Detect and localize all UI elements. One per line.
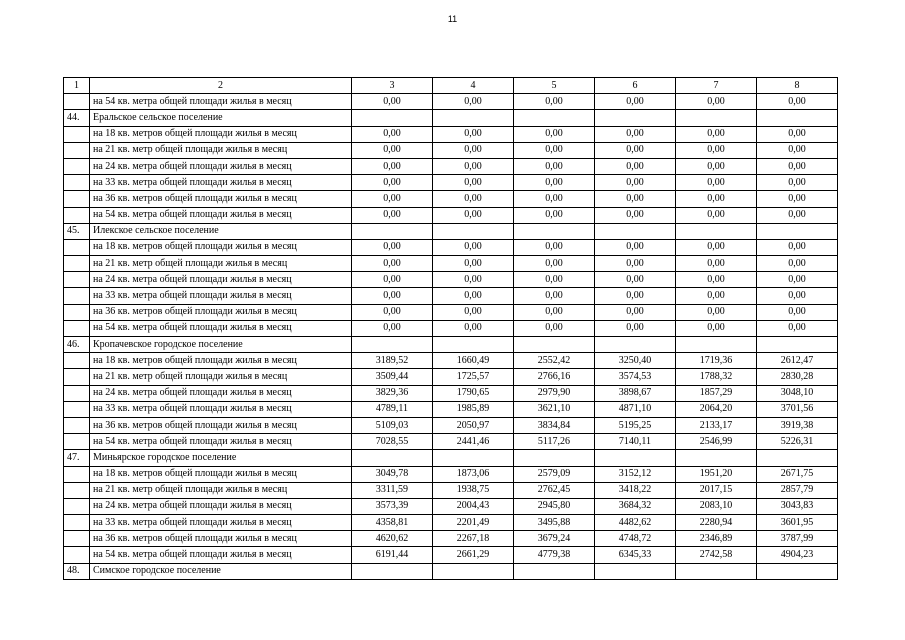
- value-cell: [595, 337, 676, 353]
- value-cell: 0,00: [433, 158, 514, 174]
- value-cell: 0,00: [595, 94, 676, 110]
- value-cell: 0,00: [676, 239, 757, 255]
- section-row: [64, 563, 838, 579]
- value-cell: 0,00: [757, 256, 838, 272]
- table-row: [64, 158, 838, 174]
- value-cell: [433, 337, 514, 353]
- row-label-cell: на 21 кв. метр общей площади жилья в месяц: [90, 369, 352, 385]
- table-row: [64, 191, 838, 207]
- header-cell: 2: [90, 78, 352, 94]
- header-cell: 1: [64, 78, 90, 94]
- value-cell: 0,00: [352, 239, 433, 255]
- row-label-cell: на 54 кв. метра общей площади жилья в месяц: [90, 434, 352, 450]
- value-cell: 1938,75: [433, 482, 514, 498]
- value-cell: 0,00: [352, 126, 433, 142]
- value-cell: 4779,38: [514, 547, 595, 563]
- row-number-cell: [64, 385, 90, 401]
- value-cell: 0,00: [595, 256, 676, 272]
- row-number-cell: 47.: [64, 450, 90, 466]
- value-cell: 0,00: [433, 207, 514, 223]
- value-cell: 0,00: [514, 94, 595, 110]
- value-cell: 0,00: [676, 207, 757, 223]
- section-row: [64, 110, 838, 126]
- value-cell: 1790,65: [433, 385, 514, 401]
- value-cell: 0,00: [433, 175, 514, 191]
- value-cell: 0,00: [676, 94, 757, 110]
- row-label-cell: на 24 кв. метра общей площади жилья в месяц: [90, 272, 352, 288]
- value-cell: 0,00: [676, 288, 757, 304]
- table-row: [64, 434, 838, 450]
- row-number-cell: [64, 256, 90, 272]
- value-cell: 3787,99: [757, 531, 838, 547]
- value-cell: 0,00: [514, 272, 595, 288]
- value-cell: [595, 110, 676, 126]
- value-cell: 3311,59: [352, 482, 433, 498]
- value-cell: 3621,10: [514, 401, 595, 417]
- value-cell: 3573,39: [352, 498, 433, 514]
- value-cell: 2671,75: [757, 466, 838, 482]
- value-cell: 2742,58: [676, 547, 757, 563]
- value-cell: 6191,44: [352, 547, 433, 563]
- table-body: [64, 78, 838, 580]
- value-cell: 2133,17: [676, 417, 757, 433]
- value-cell: 4871,10: [595, 401, 676, 417]
- value-cell: [514, 110, 595, 126]
- section-row: [64, 223, 838, 239]
- table-row: [64, 239, 838, 255]
- value-cell: 3049,78: [352, 466, 433, 482]
- value-cell: 2280,94: [676, 515, 757, 531]
- row-label-cell: на 54 кв. метра общей площади жилья в месяц: [90, 207, 352, 223]
- table-row: [64, 175, 838, 191]
- value-cell: 3601,95: [757, 515, 838, 531]
- value-cell: 0,00: [595, 191, 676, 207]
- value-cell: 4358,81: [352, 515, 433, 531]
- value-cell: 0,00: [757, 288, 838, 304]
- value-cell: 5117,26: [514, 434, 595, 450]
- row-label-cell: на 33 кв. метра общей площади жилья в месяц: [90, 515, 352, 531]
- value-cell: 3679,24: [514, 531, 595, 547]
- value-cell: 0,00: [514, 207, 595, 223]
- value-cell: 2201,49: [433, 515, 514, 531]
- value-cell: 0,00: [514, 239, 595, 255]
- value-cell: 1873,06: [433, 466, 514, 482]
- row-number-cell: [64, 417, 90, 433]
- value-cell: [595, 563, 676, 579]
- value-cell: 0,00: [757, 175, 838, 191]
- row-label-cell: на 24 кв. метра общей площади жилья в месяц: [90, 498, 352, 514]
- value-cell: 0,00: [757, 191, 838, 207]
- row-number-cell: [64, 401, 90, 417]
- table-row: [64, 369, 838, 385]
- row-number-cell: [64, 515, 90, 531]
- value-cell: 2017,15: [676, 482, 757, 498]
- value-cell: 0,00: [514, 126, 595, 142]
- value-cell: 2267,18: [433, 531, 514, 547]
- table-row: [64, 304, 838, 320]
- row-number-cell: 48.: [64, 563, 90, 579]
- value-cell: 1857,29: [676, 385, 757, 401]
- value-cell: 0,00: [757, 207, 838, 223]
- value-cell: 4620,62: [352, 531, 433, 547]
- value-cell: 0,00: [757, 320, 838, 336]
- value-cell: 3834,84: [514, 417, 595, 433]
- row-number-cell: [64, 175, 90, 191]
- value-cell: 2083,10: [676, 498, 757, 514]
- row-number-cell: 44.: [64, 110, 90, 126]
- section-row: [64, 450, 838, 466]
- table-row: [64, 531, 838, 547]
- row-label-cell: на 36 кв. метров общей площади жилья в месяц: [90, 417, 352, 433]
- value-cell: 0,00: [595, 272, 676, 288]
- header-cell: 3: [352, 78, 433, 94]
- tariff-table: [63, 77, 838, 580]
- value-cell: 0,00: [676, 175, 757, 191]
- value-cell: [757, 563, 838, 579]
- value-cell: 4748,72: [595, 531, 676, 547]
- value-cell: 2766,16: [514, 369, 595, 385]
- row-label-cell: на 21 кв. метр общей площади жилья в месяц: [90, 256, 352, 272]
- value-cell: 0,00: [676, 304, 757, 320]
- value-cell: 2612,47: [757, 353, 838, 369]
- row-label-cell: на 18 кв. метров общей площади жилья в месяц: [90, 353, 352, 369]
- value-cell: [676, 223, 757, 239]
- row-number-cell: 46.: [64, 337, 90, 353]
- value-cell: 0,00: [676, 320, 757, 336]
- row-label-cell: на 24 кв. метра общей площади жилья в месяц: [90, 385, 352, 401]
- table-row: [64, 353, 838, 369]
- value-cell: 0,00: [595, 142, 676, 158]
- value-cell: [676, 563, 757, 579]
- table-row: [64, 401, 838, 417]
- value-cell: 0,00: [433, 256, 514, 272]
- value-cell: [676, 450, 757, 466]
- table-header-row: [64, 78, 838, 94]
- value-cell: 3509,44: [352, 369, 433, 385]
- value-cell: 5226,31: [757, 434, 838, 450]
- value-cell: 2857,79: [757, 482, 838, 498]
- table-row: [64, 126, 838, 142]
- table-row: [64, 320, 838, 336]
- value-cell: 2945,80: [514, 498, 595, 514]
- row-label-cell: на 36 кв. метров общей площади жилья в месяц: [90, 531, 352, 547]
- value-cell: 0,00: [676, 126, 757, 142]
- value-cell: 4482,62: [595, 515, 676, 531]
- value-cell: 2830,28: [757, 369, 838, 385]
- section-name-cell: Илекское сельское поселение: [90, 223, 352, 239]
- value-cell: [352, 563, 433, 579]
- section-name-cell: Еральское сельское поселение: [90, 110, 352, 126]
- table-row: [64, 466, 838, 482]
- value-cell: 0,00: [514, 142, 595, 158]
- value-cell: 3152,12: [595, 466, 676, 482]
- value-cell: [352, 223, 433, 239]
- value-cell: 0,00: [595, 288, 676, 304]
- value-cell: 0,00: [352, 142, 433, 158]
- value-cell: 0,00: [352, 272, 433, 288]
- table-row: [64, 272, 838, 288]
- value-cell: 0,00: [676, 256, 757, 272]
- value-cell: [676, 110, 757, 126]
- row-number-cell: [64, 434, 90, 450]
- value-cell: 0,00: [757, 94, 838, 110]
- value-cell: 0,00: [676, 158, 757, 174]
- section-row: [64, 337, 838, 353]
- value-cell: 2441,46: [433, 434, 514, 450]
- value-cell: 2064,20: [676, 401, 757, 417]
- header-cell: 4: [433, 78, 514, 94]
- value-cell: 3043,83: [757, 498, 838, 514]
- value-cell: [433, 110, 514, 126]
- value-cell: 2579,09: [514, 466, 595, 482]
- value-cell: 1788,32: [676, 369, 757, 385]
- value-cell: 0,00: [595, 207, 676, 223]
- value-cell: [676, 337, 757, 353]
- value-cell: 0,00: [433, 191, 514, 207]
- value-cell: 2552,42: [514, 353, 595, 369]
- value-cell: 0,00: [757, 272, 838, 288]
- value-cell: [433, 450, 514, 466]
- value-cell: 3048,10: [757, 385, 838, 401]
- row-label-cell: на 18 кв. метров общей площади жилья в месяц: [90, 126, 352, 142]
- header-cell: 7: [676, 78, 757, 94]
- header-cell: 8: [757, 78, 838, 94]
- row-number-cell: [64, 320, 90, 336]
- row-number-cell: [64, 531, 90, 547]
- value-cell: [514, 450, 595, 466]
- value-cell: 5109,03: [352, 417, 433, 433]
- value-cell: 6345,33: [595, 547, 676, 563]
- table-row: [64, 256, 838, 272]
- value-cell: 0,00: [595, 175, 676, 191]
- row-number-cell: [64, 369, 90, 385]
- value-cell: 0,00: [433, 126, 514, 142]
- row-number-cell: [64, 498, 90, 514]
- row-label-cell: на 36 кв. метров общей площади жилья в месяц: [90, 191, 352, 207]
- row-label-cell: на 33 кв. метра общей площади жилья в месяц: [90, 175, 352, 191]
- value-cell: 0,00: [757, 142, 838, 158]
- row-number-cell: [64, 288, 90, 304]
- value-cell: [514, 223, 595, 239]
- row-number-cell: [64, 304, 90, 320]
- value-cell: 7028,55: [352, 434, 433, 450]
- value-cell: [352, 337, 433, 353]
- table-row: [64, 94, 838, 110]
- value-cell: 0,00: [676, 142, 757, 158]
- value-cell: 0,00: [757, 304, 838, 320]
- value-cell: 0,00: [757, 126, 838, 142]
- row-number-cell: [64, 191, 90, 207]
- value-cell: 0,00: [676, 191, 757, 207]
- row-label-cell: на 33 кв. метра общей площади жилья в месяц: [90, 401, 352, 417]
- value-cell: 3250,40: [595, 353, 676, 369]
- value-cell: [352, 110, 433, 126]
- row-number-cell: [64, 94, 90, 110]
- row-label-cell: на 21 кв. метр общей площади жилья в месяц: [90, 142, 352, 158]
- row-number-cell: [64, 239, 90, 255]
- value-cell: 2004,43: [433, 498, 514, 514]
- row-label-cell: на 54 кв. метра общей площади жилья в месяц: [90, 547, 352, 563]
- row-number-cell: [64, 126, 90, 142]
- section-name-cell: Симское городское поселение: [90, 563, 352, 579]
- value-cell: 3919,38: [757, 417, 838, 433]
- section-name-cell: Кропачевское городское поселение: [90, 337, 352, 353]
- value-cell: 1719,36: [676, 353, 757, 369]
- value-cell: 0,00: [676, 272, 757, 288]
- header-cell: 5: [514, 78, 595, 94]
- value-cell: 3684,32: [595, 498, 676, 514]
- row-number-cell: [64, 207, 90, 223]
- value-cell: 7140,11: [595, 434, 676, 450]
- value-cell: 0,00: [514, 256, 595, 272]
- table-row: [64, 498, 838, 514]
- value-cell: 4904,23: [757, 547, 838, 563]
- header-cell: 6: [595, 78, 676, 94]
- value-cell: 0,00: [595, 126, 676, 142]
- value-cell: 2979,90: [514, 385, 595, 401]
- value-cell: 0,00: [757, 158, 838, 174]
- row-number-cell: [64, 466, 90, 482]
- value-cell: 1660,49: [433, 353, 514, 369]
- value-cell: 5195,25: [595, 417, 676, 433]
- value-cell: 0,00: [433, 272, 514, 288]
- value-cell: 0,00: [352, 304, 433, 320]
- value-cell: 0,00: [433, 239, 514, 255]
- value-cell: 0,00: [514, 288, 595, 304]
- value-cell: [757, 110, 838, 126]
- value-cell: 0,00: [514, 320, 595, 336]
- value-cell: 0,00: [595, 304, 676, 320]
- value-cell: 3495,88: [514, 515, 595, 531]
- table-row: [64, 288, 838, 304]
- value-cell: 0,00: [595, 239, 676, 255]
- value-cell: 3829,36: [352, 385, 433, 401]
- value-cell: 0,00: [514, 191, 595, 207]
- value-cell: 3701,56: [757, 401, 838, 417]
- row-number-cell: [64, 142, 90, 158]
- value-cell: 2346,89: [676, 531, 757, 547]
- section-name-cell: Миньярское городское поселение: [90, 450, 352, 466]
- value-cell: 0,00: [433, 320, 514, 336]
- value-cell: 3418,22: [595, 482, 676, 498]
- value-cell: [514, 563, 595, 579]
- row-label-cell: на 36 кв. метров общей площади жилья в месяц: [90, 304, 352, 320]
- row-label-cell: на 21 кв. метр общей площади жилья в месяц: [90, 482, 352, 498]
- row-label-cell: на 54 кв. метра общей площади жилья в месяц: [90, 94, 352, 110]
- value-cell: [352, 450, 433, 466]
- value-cell: 0,00: [352, 207, 433, 223]
- value-cell: 0,00: [352, 256, 433, 272]
- value-cell: [433, 563, 514, 579]
- table-row: [64, 482, 838, 498]
- table-row: [64, 547, 838, 563]
- row-number-cell: [64, 272, 90, 288]
- value-cell: [514, 337, 595, 353]
- value-cell: [595, 450, 676, 466]
- value-cell: 0,00: [433, 142, 514, 158]
- value-cell: [757, 337, 838, 353]
- row-label-cell: на 18 кв. метров общей площади жилья в месяц: [90, 239, 352, 255]
- value-cell: 2546,99: [676, 434, 757, 450]
- table-row: [64, 515, 838, 531]
- row-label-cell: на 24 кв. метра общей площади жилья в месяц: [90, 158, 352, 174]
- value-cell: 0,00: [595, 320, 676, 336]
- value-cell: [595, 223, 676, 239]
- value-cell: 0,00: [352, 288, 433, 304]
- value-cell: 0,00: [514, 175, 595, 191]
- value-cell: 0,00: [433, 288, 514, 304]
- row-label-cell: на 54 кв. метра общей площади жилья в месяц: [90, 320, 352, 336]
- value-cell: 0,00: [433, 94, 514, 110]
- value-cell: 0,00: [433, 304, 514, 320]
- value-cell: [757, 223, 838, 239]
- value-cell: 0,00: [352, 175, 433, 191]
- value-cell: 1725,57: [433, 369, 514, 385]
- table-row: [64, 142, 838, 158]
- value-cell: 0,00: [757, 239, 838, 255]
- value-cell: 3189,52: [352, 353, 433, 369]
- row-number-cell: [64, 547, 90, 563]
- table-row: [64, 385, 838, 401]
- value-cell: 1985,89: [433, 401, 514, 417]
- row-number-cell: 45.: [64, 223, 90, 239]
- value-cell: 0,00: [352, 158, 433, 174]
- value-cell: 0,00: [352, 94, 433, 110]
- value-cell: 4789,11: [352, 401, 433, 417]
- value-cell: 2762,45: [514, 482, 595, 498]
- table-row: [64, 417, 838, 433]
- row-label-cell: на 33 кв. метра общей площади жилья в месяц: [90, 288, 352, 304]
- value-cell: 0,00: [352, 191, 433, 207]
- value-cell: 2661,29: [433, 547, 514, 563]
- value-cell: 0,00: [352, 320, 433, 336]
- value-cell: 3574,53: [595, 369, 676, 385]
- row-number-cell: [64, 482, 90, 498]
- value-cell: 0,00: [514, 158, 595, 174]
- value-cell: 2050,97: [433, 417, 514, 433]
- page-number: 11: [447, 14, 458, 24]
- value-cell: [433, 223, 514, 239]
- value-cell: 1951,20: [676, 466, 757, 482]
- value-cell: 0,00: [595, 158, 676, 174]
- value-cell: 3898,67: [595, 385, 676, 401]
- row-number-cell: [64, 158, 90, 174]
- value-cell: 0,00: [514, 304, 595, 320]
- value-cell: [757, 450, 838, 466]
- row-number-cell: [64, 353, 90, 369]
- table-row: [64, 207, 838, 223]
- row-label-cell: на 18 кв. метров общей площади жилья в месяц: [90, 466, 352, 482]
